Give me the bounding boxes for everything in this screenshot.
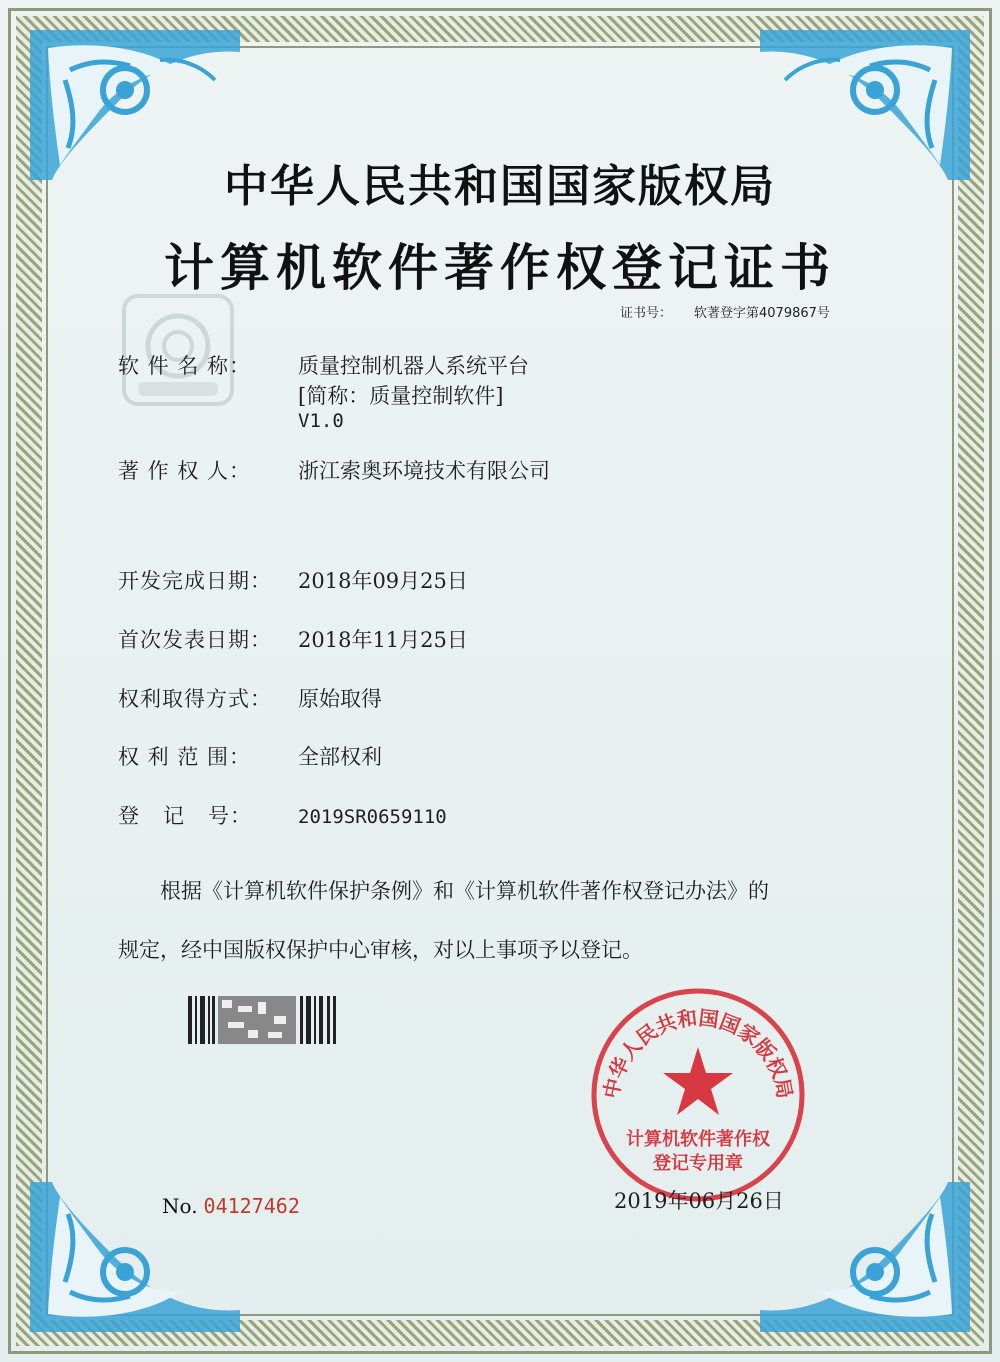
completion-date-row: [118, 565, 468, 595]
serial-number: [162, 1194, 300, 1218]
registration-number-label: 登 记 号：: [118, 804, 253, 828]
official-seal-icon: [588, 985, 808, 1205]
copyright-owner-label: 著 作 权 人：: [118, 459, 252, 483]
rights-scope-row: [118, 741, 382, 771]
registration-number-row: [118, 800, 447, 830]
acquisition-method-row: [118, 683, 382, 713]
acquisition-method-label: 权利取得方式：: [118, 687, 272, 711]
certificate-number-value: 软著登字第4079867号: [694, 306, 830, 321]
seal-inner-line-2: 登记专用章: [653, 1153, 743, 1174]
acquisition-method-value: 原始取得: [298, 687, 382, 711]
completion-date-label: 开发完成日期：: [118, 569, 272, 593]
software-version: V1.0: [298, 410, 344, 432]
serial-label: No.: [162, 1194, 198, 1218]
publication-date-label: 首次发表日期：: [118, 628, 272, 652]
software-name-label: 软 件 名 称：: [118, 354, 252, 378]
seal-outer-text: 中华人民共和国国家版权局: [598, 1005, 798, 1101]
rights-scope-value: 全部权利: [298, 745, 382, 769]
statement-line-1: 根据《计算机软件保护条例》和《计算机软件著作权登记办法》的: [160, 879, 769, 903]
certificate-number: [620, 302, 852, 321]
publication-date-value: 2018年11月25日: [298, 628, 468, 652]
publication-date-row: [118, 624, 468, 654]
software-short-name: [简称：质量控制软件]: [298, 384, 504, 408]
registration-number-value: 2019SR0659110: [298, 806, 447, 828]
copyright-owner-row: [118, 455, 550, 485]
seal-inner-line-1: 计算机软件著作权: [626, 1129, 770, 1150]
software-name-row: [118, 350, 529, 380]
certificate-title: 计算机软件著作权登记证书: [164, 239, 836, 297]
issue-date: 2019年06月26日: [614, 1189, 784, 1213]
statement-line-2: 规定，经中国版权保护中心审核，对以上事项予以登记。: [118, 938, 643, 962]
issuer-title: 中华人民共和国国家版权局: [224, 161, 776, 212]
completion-date-value: 2018年09月25日: [298, 569, 468, 593]
software-name-value: 质量控制机器人系统平台: [298, 354, 529, 378]
serial-value: 04127462: [203, 1194, 300, 1218]
copyright-owner-value: 浙江索奥环境技术有限公司: [298, 459, 550, 483]
rights-scope-label: 权 利 范 围：: [118, 745, 252, 769]
certificate-number-label: 证书号：: [620, 306, 673, 321]
barcode-icon: [188, 996, 336, 1044]
